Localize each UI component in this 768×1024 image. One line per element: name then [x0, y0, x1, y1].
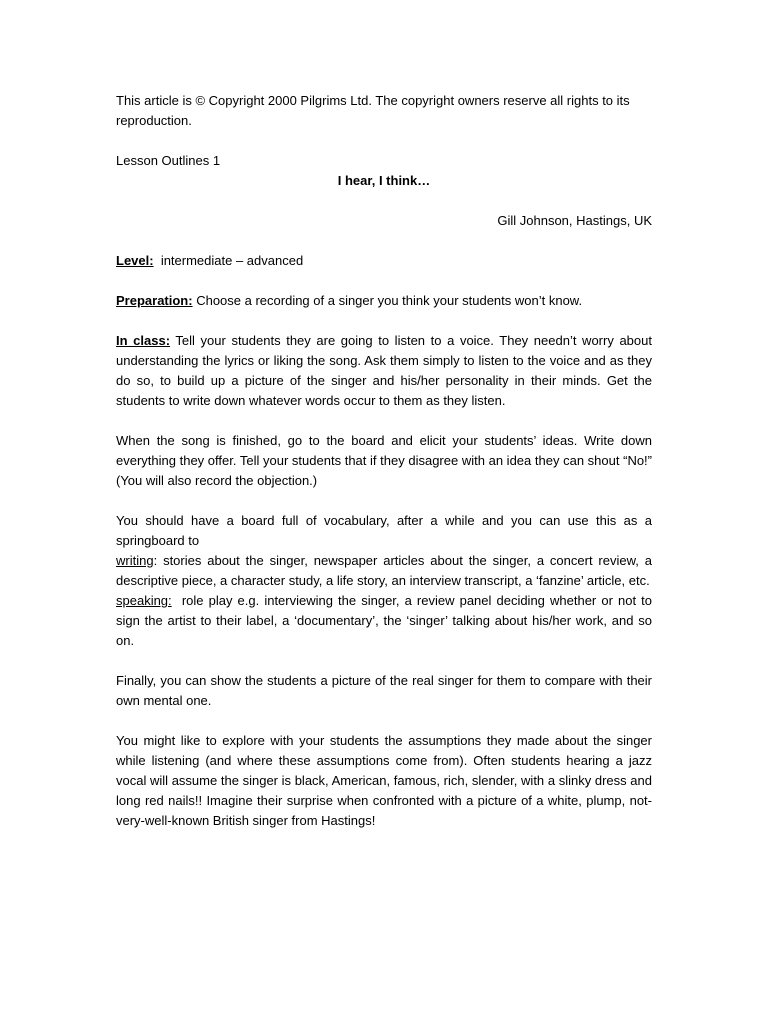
preparation-paragraph: [116, 291, 652, 311]
finally-paragraph: Finally, you can show the students a picture of the real singer for them to compare with their own mental one.: [116, 673, 652, 708]
document-page: [116, 91, 652, 831]
level-label: Level:: [116, 253, 154, 268]
level-text: intermediate – advanced: [160, 253, 304, 268]
in-class-label: In class:: [116, 333, 171, 348]
in-class-text: Tell your students they are going to listen to a voice. They needn’t worry about understanding the lyrics or liking the song. Ask them simply to listen to the voice and as they do so, to build up a picture of the singer and his/her personality in their minds. Get the students to write down whatever words occur to them as they listen.: [116, 333, 652, 408]
copyright-notice: [116, 91, 652, 131]
copyright-line-2: reproduction.: [116, 113, 192, 128]
assumptions-paragraph: You might like to explore with your students the assumptions they made about the singer while listening (and where these assumptions come from). Often students hearing a jazz vocal will assume the singer is black, American, famous, rich, slender, with a slinky dress and long red nails!! Imagine their surprise when confronted with a picture of a white, plump, not-very-well-known British singer from Hastings!: [116, 733, 652, 828]
writing-paragraph: [116, 551, 652, 591]
speaking-text: role play e.g. interviewing the singer, a review panel deciding whether or not to sign the artist to their label, a ‘documentary’, the ‘singer’ talking about his/her work, and so on.: [116, 593, 652, 648]
preparation-label: Preparation:: [116, 293, 193, 308]
writing-label: writing: [116, 553, 154, 568]
article-title: I hear, I think…: [337, 173, 431, 188]
board-paragraph: When the song is finished, go to the board and elicit your students’ ideas. Write down everything they offer. Tell your students that if they disagree with an idea they can shout “No!” (You will also record the objection.): [116, 433, 652, 488]
copyright-line-1: This article is © Copyright 2000 Pilgrims Ltd. The copyright owners reserve all rights to its: [116, 93, 630, 108]
author-line: Gill Johnson, Hastings, UK: [497, 213, 652, 228]
speaking-label: speaking:: [116, 593, 172, 608]
vocabulary-paragraph: You should have a board full of vocabulary, after a while and you can use this as a springboard to: [116, 513, 652, 548]
writing-text: : stories about the singer, newspaper articles about the singer, a concert review, a descriptive piece, a character study, a life story, an interview transcript, a ‘fanzine’ article, etc.: [116, 553, 652, 588]
series-title: Lesson Outlines 1: [116, 153, 221, 168]
preparation-text: Choose a recording of a singer you think your students won’t know.: [196, 293, 583, 308]
level-paragraph: [116, 251, 652, 271]
speaking-paragraph: [116, 591, 652, 651]
in-class-paragraph: [116, 331, 652, 411]
